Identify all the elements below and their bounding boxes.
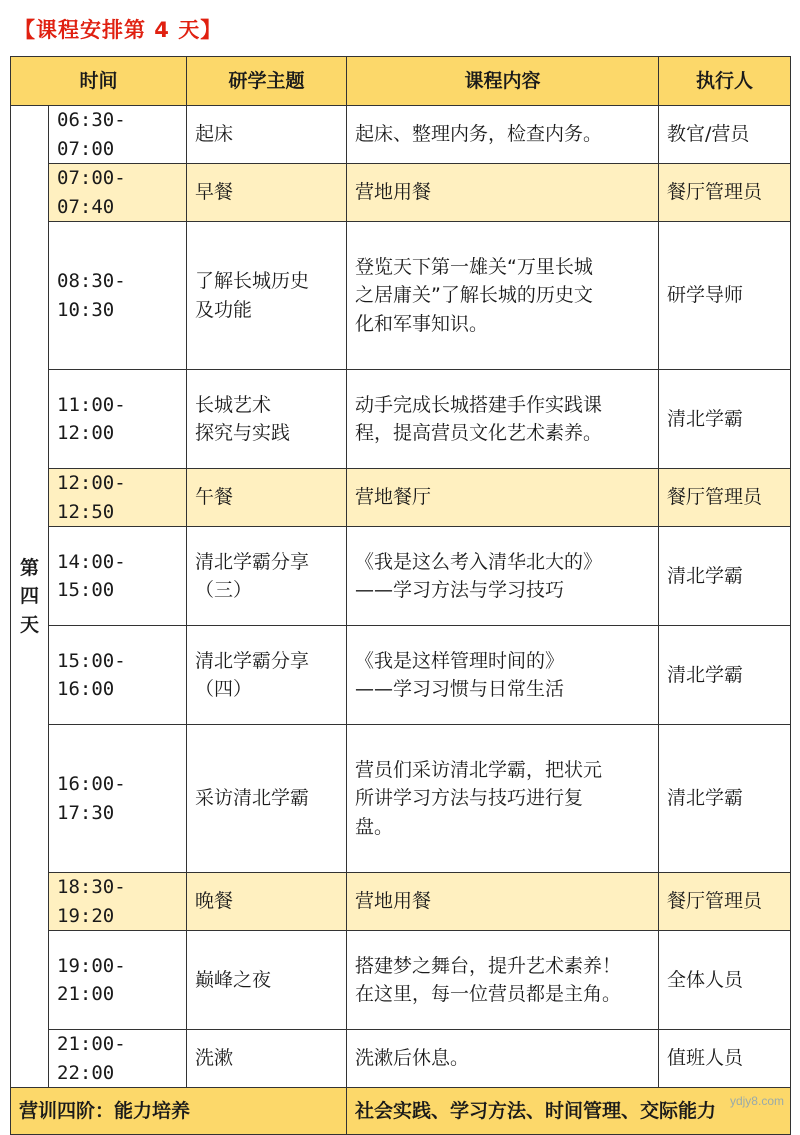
table-row xyxy=(11,469,791,527)
executor-cell: 清北学霸 xyxy=(659,626,791,725)
topic-line: 及功能 xyxy=(195,298,253,321)
content-line: 《我是这么考入清华北大的》 xyxy=(355,550,603,573)
time-cell: 14:00-15:00 xyxy=(49,527,187,626)
table-row xyxy=(11,370,791,469)
topic-cell xyxy=(187,626,347,725)
executor-cell: 全体人员 xyxy=(659,931,791,1030)
topic-cell xyxy=(187,106,347,164)
footer-row xyxy=(11,1088,791,1135)
executor-cell: 清北学霸 xyxy=(659,725,791,873)
time-cell: 12:00-12:50 xyxy=(49,469,187,527)
topic-line: 午餐 xyxy=(195,486,234,509)
executor-cell: 清北学霸 xyxy=(659,370,791,469)
time-cell: 19:00-21:00 xyxy=(49,931,187,1030)
topic-line: （四） xyxy=(195,678,253,700)
content-cell xyxy=(347,527,659,626)
topic-cell xyxy=(187,1030,347,1088)
header-content: 课程内容 xyxy=(347,57,659,106)
content-cell xyxy=(347,469,659,527)
table-row xyxy=(11,931,791,1030)
topic-line: 清北学霸分享 xyxy=(195,649,310,672)
content-line: 洗漱后休息。 xyxy=(355,1047,470,1070)
content-line: 动手完成长城搭建手作实践课 xyxy=(355,393,603,416)
content-line: 程，提高营员文化艺术素养。 xyxy=(355,422,603,444)
topic-line: （三） xyxy=(195,579,253,601)
topic-line: 晚餐 xyxy=(195,890,234,913)
schedule-body xyxy=(11,106,791,1135)
day-label xyxy=(11,106,49,1088)
content-cell xyxy=(347,106,659,164)
topic-line: 长城艺术 xyxy=(195,393,272,416)
header-time: 时间 xyxy=(11,57,187,106)
content-line: 营员们采访清北学霸，把状元 xyxy=(355,758,603,781)
content-line: 营地用餐 xyxy=(355,890,432,913)
content-line: 之居庸关”了解长城的历史文 xyxy=(355,284,593,307)
content-cell xyxy=(347,164,659,222)
content-cell xyxy=(347,1030,659,1088)
executor-cell: 值班人员 xyxy=(659,1030,791,1088)
time-cell: 11:00-12:00 xyxy=(49,370,187,469)
content-line: 在这里，每一位营员都是主角。 xyxy=(355,983,622,1005)
table-row xyxy=(11,527,791,626)
content-line: ——学习方法与学习技巧 xyxy=(355,579,565,601)
schedule-table xyxy=(10,56,791,1135)
topic-line: 巅峰之夜 xyxy=(195,968,272,991)
page-title: 【课程安排第 4 天】 xyxy=(14,18,223,42)
content-cell xyxy=(347,931,659,1030)
content-cell xyxy=(347,370,659,469)
header-row xyxy=(11,57,791,106)
executor-cell: 餐厅管理员 xyxy=(659,164,791,222)
content-cell xyxy=(347,222,659,370)
executor-cell: 餐厅管理员 xyxy=(659,469,791,527)
time-cell: 16:00-17:30 xyxy=(49,725,187,873)
table-row xyxy=(11,164,791,222)
content-cell xyxy=(347,873,659,931)
time-cell: 21:00-22:00 xyxy=(49,1030,187,1088)
topic-line: 起床 xyxy=(195,123,234,146)
content-line: 营地餐厅 xyxy=(355,486,432,509)
topic-line: 洗漱 xyxy=(195,1047,234,1070)
watermark: ydjy8.com xyxy=(729,1094,784,1108)
topic-cell xyxy=(187,527,347,626)
content-line: 起床、整理内务，检查内务。 xyxy=(355,123,603,146)
time-cell: 06:30-07:00 xyxy=(49,106,187,164)
table-row xyxy=(11,873,791,931)
content-line: 登览天下第一雄关“万里长城 xyxy=(355,255,593,278)
time-cell: 07:00-07:40 xyxy=(49,164,187,222)
table-row xyxy=(11,222,791,370)
topic-cell xyxy=(187,469,347,527)
time-cell: 18:30-19:20 xyxy=(49,873,187,931)
header-executor: 执行人 xyxy=(659,57,791,106)
content-line: 《我是这样管理时间的》 xyxy=(355,649,565,672)
header-topic: 研学主题 xyxy=(187,57,347,106)
content-line: 化和军事知识。 xyxy=(355,312,489,335)
table-row xyxy=(11,725,791,873)
topic-cell xyxy=(187,370,347,469)
footer-stage: 营训四阶：能力培养 xyxy=(11,1088,347,1135)
topic-line: 采访清北学霸 xyxy=(195,787,310,810)
content-line: ——学习习惯与日常生活 xyxy=(355,678,565,700)
topic-cell xyxy=(187,164,347,222)
content-line: 搭建梦之舞台，提升艺术素养！ xyxy=(355,954,622,977)
time-cell: 15:00-16:00 xyxy=(49,626,187,725)
table-row xyxy=(11,1030,791,1088)
footer-skills: 社会实践、学习方法、时间管理、交际能力 xyxy=(347,1088,791,1135)
day-label-char: 第 xyxy=(19,556,39,579)
topic-line: 了解长城历史 xyxy=(195,270,310,292)
topic-cell xyxy=(187,725,347,873)
executor-cell: 餐厅管理员 xyxy=(659,873,791,931)
day-label-char: 天 xyxy=(19,613,39,636)
content-line: 所讲学习方法与技巧进行复 xyxy=(355,787,584,810)
topic-cell xyxy=(187,222,347,370)
executor-cell: 教官/营员 xyxy=(659,106,791,164)
day-label-char: 四 xyxy=(19,585,39,608)
executor-cell: 清北学霸 xyxy=(659,527,791,626)
topic-cell xyxy=(187,931,347,1030)
topic-line: 清北学霸分享 xyxy=(195,550,310,573)
content-line: 营地用餐 xyxy=(355,181,432,204)
content-cell xyxy=(347,725,659,873)
time-cell: 08:30-10:30 xyxy=(49,222,187,370)
content-cell xyxy=(347,626,659,725)
topic-line: 探究与实践 xyxy=(195,422,291,444)
topic-line: 早餐 xyxy=(195,181,234,204)
table-row xyxy=(11,626,791,725)
executor-cell: 研学导师 xyxy=(659,222,791,370)
table-row xyxy=(11,106,791,164)
topic-cell xyxy=(187,873,347,931)
content-line: 盘。 xyxy=(355,815,394,838)
